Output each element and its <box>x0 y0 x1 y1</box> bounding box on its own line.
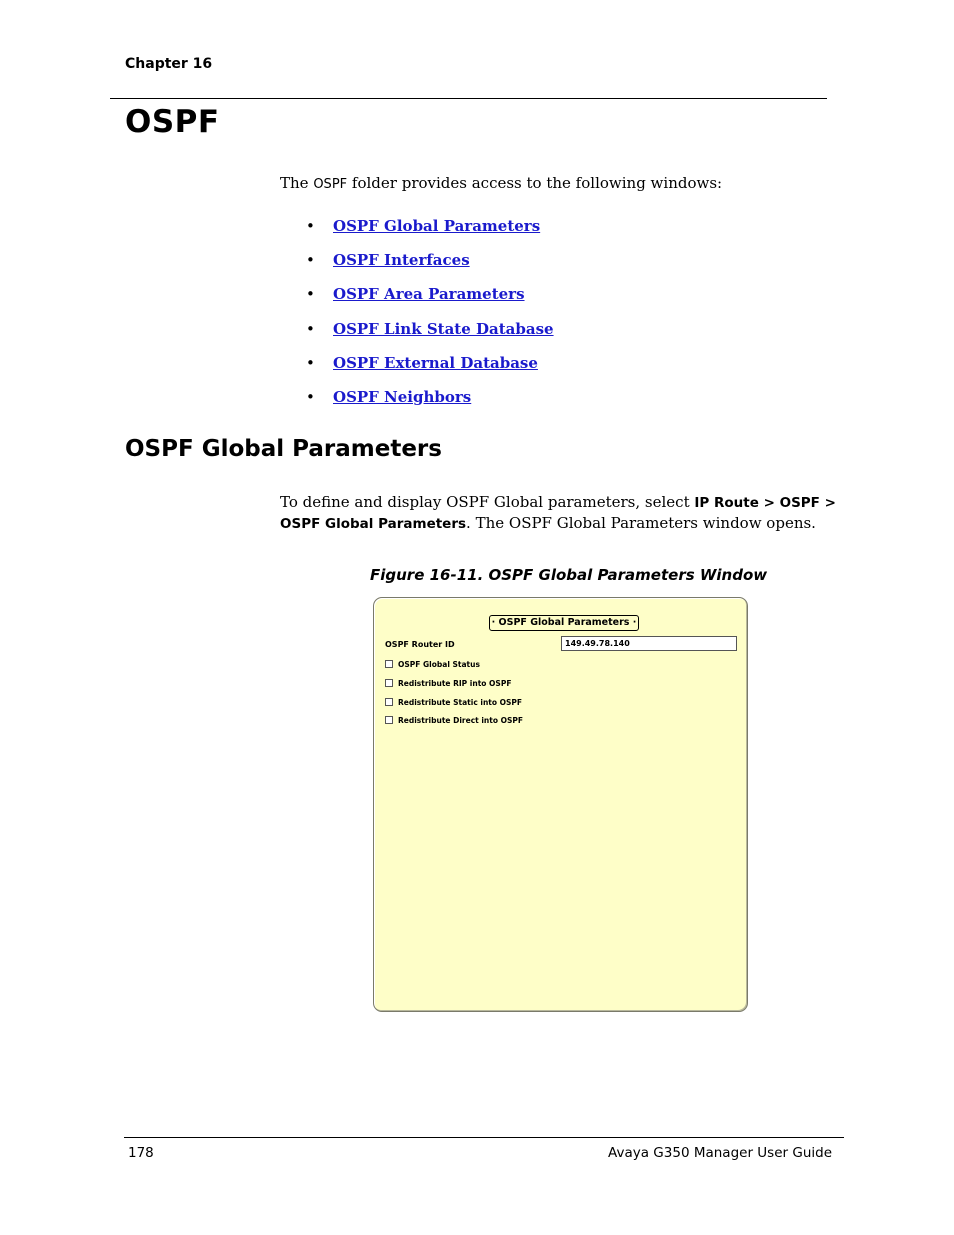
link-ospf-neighbors[interactable]: OSPF Neighbors <box>333 387 472 406</box>
intro-folder-name: OSPF <box>313 177 348 192</box>
list-item <box>306 320 554 354</box>
router-id-label: OSPF Router ID <box>385 640 455 649</box>
checkbox[interactable] <box>385 716 393 724</box>
menu-path: IP Route > OSPF > OSPF Global Parameters <box>280 495 836 532</box>
checkbox-label: Redistribute RIP into OSPF <box>398 678 512 688</box>
list-item <box>306 285 554 319</box>
checkbox-row-redistribute-static[interactable] <box>385 696 522 708</box>
checkbox-label: Redistribute Direct into OSPF <box>398 715 523 725</box>
router-id-input[interactable]: 149.49.78.140 <box>561 636 737 651</box>
checkbox-row-redistribute-rip[interactable] <box>385 677 511 689</box>
window-link-list <box>306 217 554 422</box>
bullet-icon: • <box>306 251 315 270</box>
link-ospf-area-parameters[interactable]: OSPF Area Parameters <box>333 285 525 304</box>
checkbox-row-ospf-global-status[interactable] <box>385 658 480 670</box>
header-rule <box>110 98 827 99</box>
bullet-icon: • <box>306 285 315 304</box>
para-suffix: . The OSPF Global Parameters window opens. <box>466 514 816 532</box>
document-title: Avaya G350 Manager User Guide <box>608 1145 832 1161</box>
link-ospf-global-parameters[interactable]: OSPF Global Parameters <box>333 217 541 235</box>
list-item <box>306 354 554 388</box>
footer-rule <box>124 1137 844 1138</box>
ospf-global-parameters-window <box>373 597 748 1012</box>
bullet-icon: • <box>306 353 315 372</box>
bullet-icon: • <box>306 319 315 338</box>
bullet-icon: • <box>306 217 315 235</box>
link-ospf-interfaces[interactable]: OSPF Interfaces <box>333 251 470 270</box>
section-paragraph <box>280 492 840 534</box>
checkbox-label: OSPF Global Status <box>398 659 480 669</box>
bullet-icon: • <box>306 387 315 406</box>
intro-prefix: The <box>280 174 309 192</box>
checkbox[interactable] <box>385 698 393 706</box>
link-ospf-external-database[interactable]: OSPF External Database <box>333 353 538 372</box>
intro-suffix: folder provides access to the following windows: <box>351 174 723 192</box>
page-number: 178 <box>128 1145 154 1161</box>
section-heading: OSPF Global Parameters <box>125 436 442 462</box>
chapter-label: Chapter 16 <box>125 56 213 72</box>
page-title: OSPF <box>125 104 220 140</box>
intro-paragraph <box>280 174 722 192</box>
link-ospf-link-state-database[interactable]: OSPF Link State Database <box>333 319 554 338</box>
checkbox-row-redistribute-direct[interactable] <box>385 714 523 726</box>
checkbox[interactable] <box>385 679 393 687</box>
list-item <box>306 251 554 285</box>
list-item <box>306 388 554 422</box>
figure-caption: Figure 16-11. OSPF Global Parameters Window <box>370 566 768 584</box>
window-title: · OSPF Global Parameters · <box>489 615 639 631</box>
para-prefix: To define and display OSPF Global parameters, select <box>280 493 690 511</box>
list-item <box>306 217 554 251</box>
checkbox-label: Redistribute Static into OSPF <box>398 697 523 707</box>
checkbox[interactable] <box>385 660 393 668</box>
